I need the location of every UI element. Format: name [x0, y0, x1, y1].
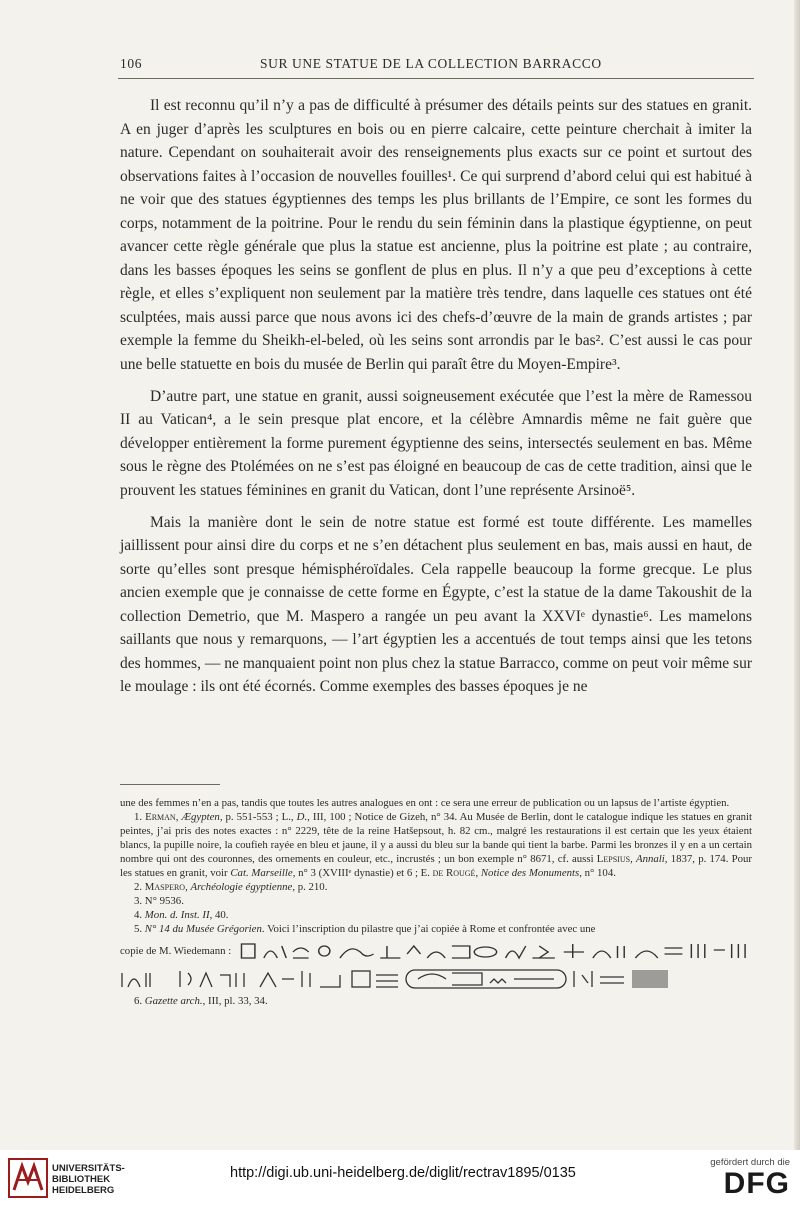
footnote-4: 4. Mon. d. Inst. II, 40. — [134, 909, 229, 921]
viewer-footer — [0, 1150, 800, 1208]
library-name: UNIVERSITÄTS- BIBLIOTHEK HEIDELBERG — [52, 1163, 125, 1196]
footnote-2: 2. Maspero, Archéologie égyptienne, p. 210. — [134, 881, 328, 893]
permalink-url[interactable]: http://digi.ub.uni-heidelberg.de/diglit/rectrav1895/0135 — [230, 1165, 576, 1181]
footnote-3: 3. N° 9536. — [134, 895, 184, 907]
hieroglyph-inscription-cartouche-icon — [120, 967, 680, 991]
footnotes — [120, 796, 752, 1008]
paragraph: Mais la manière dont le sein de notre statue est formé est toute différente. Les mamelles jaillissent pour ainsi dire du corps et ne s’en détachent plus seulement en bas, mais aussi en haut, de sorte qu’elles sont presque hémisphéroïdales. Cela rappelle beaucoup la forme grecque. Le plus ancien exemple que je connaisse de cette forme en Égypte, c’est la statue de la dame Takoushit de la collection Demetrio, que M. Maspero a rangée un peu avant la XXVIᵉ dynastie⁶. Les mamelons saillants que nous y remarquons, — l’art égyptien les a accentués de tout temps ainsi que les tetons des hommes, — ne manquaient point non plus chez la statue Barracco, comme on peut voir même sur le moulage : ils ont été écornés. Comme exemples des basses époques je ne — [120, 513, 752, 695]
footnote-rule — [120, 784, 220, 785]
running-title: SUR UNE STATUE DE LA COLLECTION BARRACCO — [260, 56, 602, 71]
page-edge — [794, 0, 800, 1150]
header-rule — [118, 78, 754, 79]
hieroglyph-line-2 — [120, 966, 752, 992]
funded-by-label: gefördert durch die — [710, 1157, 790, 1168]
dfg-logo: DFG — [723, 1167, 790, 1200]
running-header — [120, 56, 752, 76]
page-number: 106 — [120, 56, 143, 71]
footnote-continuation: une des femmes n’en a pas, tandis que toutes les autres analogues en ont : ce sera une erreur de publication ou un lapsus de l’artiste égyptien. — [120, 797, 730, 809]
paragraph: Il est reconnu qu’il n’y a pas de difficulté à présumer des détails peints sur des statues en granit. A en juger d’après les sculptures en bois ou en pierre calcaire, cette peinture cherchait à imiter la nature. Cependant on souhaiterait avoir des renseignements plus exacts sur ce point et surtout des observations faites à l’occasion de nouvelles fouilles¹. Ce qui surprend d’abord celui qui est habitué à ne voir que des statues égyptiennes des temps les plus brillants de l’Empire, ce sont les formes du corps, notamment de la poitrine. Pour le rendu du sein féminin dans la plastique égyptienne, on peut avancer cette règle générale que plus la statue est ancienne, plus la poitrine est plate ; au contraire, dans les basses époques les seins se gonflent de plus en plus. Il n’y a que peu d’exceptions à cette règle, et elles s’expliquent non seulement par la matière très tendre, dans laquelle ces statues ont été sculptées, mais aussi parce que nous avons ici des chefs-d’œuvre de la main de grands artistes ; par exemple la femme du Sheikh-el-beled, où les seins sont arrondis par le bas². C’est aussi le cas pour une belle statuette en bois du musée de Berlin qui paraît être du Moyen-Empire³. — [120, 97, 752, 373]
paragraph: D’autre part, une statue en granit, aussi soigneusement exécutée que l’est la mère de Ramessou II au Vatican⁴, a le sein presque plat encore, et la célèbre Amnardis même ne fait guère que développer entièrement la forme purement égyptienne des seins, intersectés seulement en bas. Même sous le règne des Ptolémées on ne s’est pas éloigné en beaucoup de cas de cette tradition, ainsi que le prouvent les statues féminines en granit du Vatican, dont l’une représente Arsinoë⁵. — [120, 387, 752, 499]
footnote-6: 6. Gazette arch., III, pl. 33, 34. — [134, 995, 268, 1007]
footnote-5: 5. N° 14 du Musée Grégorien. Voici l’inscription du pilastre que j’ai copiée à Rome et confrontée avec une — [134, 923, 596, 935]
footnote-1: 1. Erman, Ægypten, p. 551-553 ; L., D., III, 100 ; Notice de Gizeh, n° 34. Au Musée de Berlin, dont le catalogue indique les statues en granit peintes, j’ai pris des notes exactes : n° 2229, tête de la reine Hatšepsout, h. 82 cm., malgré les restaurations il est certain que les yeux étaient blancs, la pupille noire, la coufieh rayée en bleu et jaune, il y a aussi du bleu sur la bande qui tient la barbe. Parmi les bronzes il y en a un certain nombre qui ont des couronnes, des ornements en couleur, etc., incrustés ; un bon exemple n° 8671, cf. aussi Lepsius, Annali, 1837, p. 174. Pour les statues en granit, voir Cat. Marseille, n° 3 (XVIIIᵉ dynastie) et 6 ; E. de Rougé, Notice des Monuments, n° 104. — [120, 811, 753, 879]
university-library-logo-icon — [8, 1158, 48, 1198]
main-text — [120, 94, 752, 707]
hieroglyph-inscription-icon — [237, 940, 752, 962]
copy-label: copie de M. Wiedemann : — [120, 945, 232, 957]
hieroglyph-line-1 — [120, 938, 752, 964]
